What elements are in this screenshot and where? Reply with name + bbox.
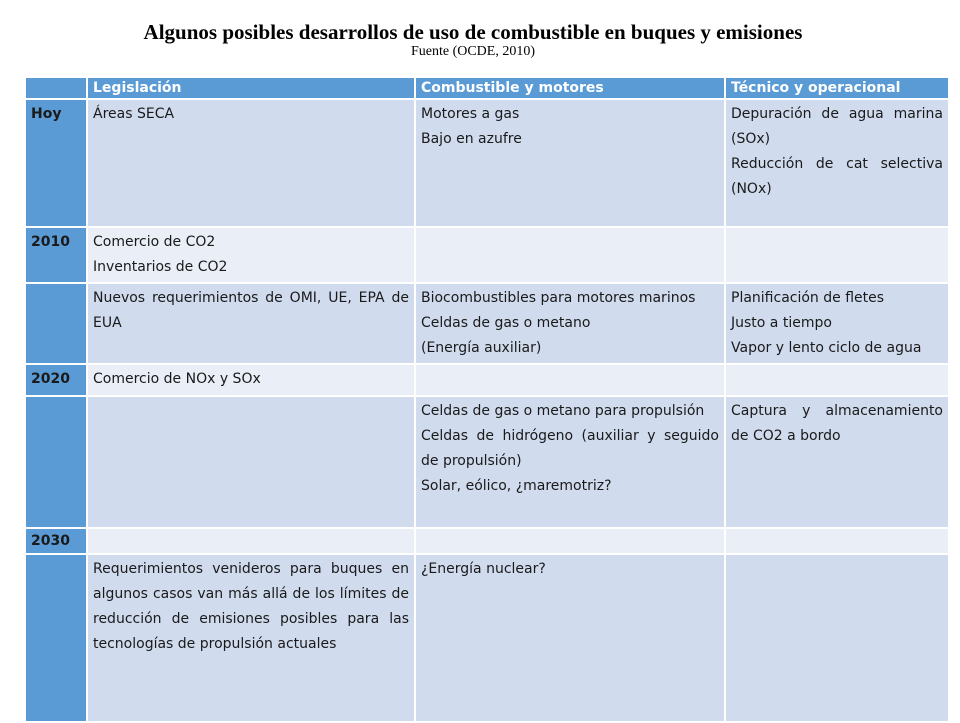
cell-combustible <box>415 99 725 227</box>
cell-tecnico <box>725 396 949 528</box>
cell-line: Planificación de fletes <box>731 290 885 306</box>
table-row <box>25 99 949 227</box>
cell-line: Comercio de CO2 <box>93 234 216 250</box>
table-row <box>25 396 949 528</box>
cell-line: Nuevos requerimientos de OMI, UE, EPA de EUA <box>93 290 409 331</box>
cell-line: ¿Energía nuclear? <box>421 561 546 577</box>
row-label <box>25 283 87 364</box>
cell-combustible <box>415 364 725 396</box>
source-caption: Fuente (OCDE, 2010) <box>410 44 536 59</box>
cell-line: Justo a tiempo <box>731 315 832 331</box>
row-label: 2030 <box>25 528 87 554</box>
cell-line: Requerimientos venideros para buques en algunos casos van más allá de los límites de reducción de emisiones posibles para las tecnologías de propulsión actuales <box>93 561 409 652</box>
cell-tecnico <box>725 227 949 283</box>
column-header-combustible: Combustible y motores <box>415 77 725 99</box>
cell-legislacion <box>87 528 415 554</box>
cell-combustible <box>415 554 725 722</box>
cell-combustible <box>415 283 725 364</box>
cell-tecnico <box>725 528 949 554</box>
cell-legislacion <box>87 554 415 722</box>
cell-combustible <box>415 227 725 283</box>
cell-line: Bajo en azufre <box>421 131 522 147</box>
table-header-row <box>25 77 949 99</box>
fuel-developments-table <box>24 76 950 723</box>
cell-line: Reducción de cat selectiva (NOx) <box>731 156 943 197</box>
row-label: Hoy <box>25 99 87 227</box>
cell-legislacion <box>87 364 415 396</box>
cell-line: Celdas de gas o metano <box>421 315 591 331</box>
cell-line: Solar, eólico, ¿maremotriz? <box>421 478 612 494</box>
table-row <box>25 283 949 364</box>
row-label <box>25 554 87 722</box>
table-row <box>25 554 949 722</box>
cell-line: Biocombustibles para motores marinos <box>421 290 696 306</box>
column-header-legislacion: Legislación <box>87 77 415 99</box>
column-header-corner <box>25 77 87 99</box>
cell-combustible <box>415 396 725 528</box>
cell-line: Motores a gas <box>421 106 520 122</box>
cell-line: Depuración de agua marina (SOx) <box>731 106 943 147</box>
cell-line: Áreas SECA <box>93 106 175 122</box>
cell-tecnico <box>725 364 949 396</box>
cell-line: Vapor y lento ciclo de agua <box>731 340 922 356</box>
cell-legislacion <box>87 227 415 283</box>
cell-tecnico <box>725 99 949 227</box>
cell-legislacion <box>87 283 415 364</box>
cell-line: (Energía auxiliar) <box>421 340 542 356</box>
cell-tecnico <box>725 554 949 722</box>
row-label: 2010 <box>25 227 87 283</box>
table-row <box>25 528 949 554</box>
cell-tecnico <box>725 283 949 364</box>
cell-line: Celdas de hidrógeno (auxiliar y seguido de propulsión) <box>421 428 719 469</box>
cell-line: Captura y almacenamiento de CO2 a bordo <box>731 403 943 444</box>
page-title: Algunos posibles desarrollos de uso de combustible en buques y emisiones <box>143 20 803 44</box>
cell-line: Inventarios de CO2 <box>93 259 228 275</box>
cell-legislacion <box>87 99 415 227</box>
cell-combustible <box>415 528 725 554</box>
cell-line: Comercio de NOx y SOx <box>93 371 261 387</box>
row-label: 2020 <box>25 364 87 396</box>
cell-line: Celdas de gas o metano para propulsión <box>421 403 705 419</box>
table-row <box>25 227 949 283</box>
row-label <box>25 396 87 528</box>
table-row <box>25 364 949 396</box>
column-header-tecnico: Técnico y operacional <box>725 77 949 99</box>
cell-legislacion <box>87 396 415 528</box>
